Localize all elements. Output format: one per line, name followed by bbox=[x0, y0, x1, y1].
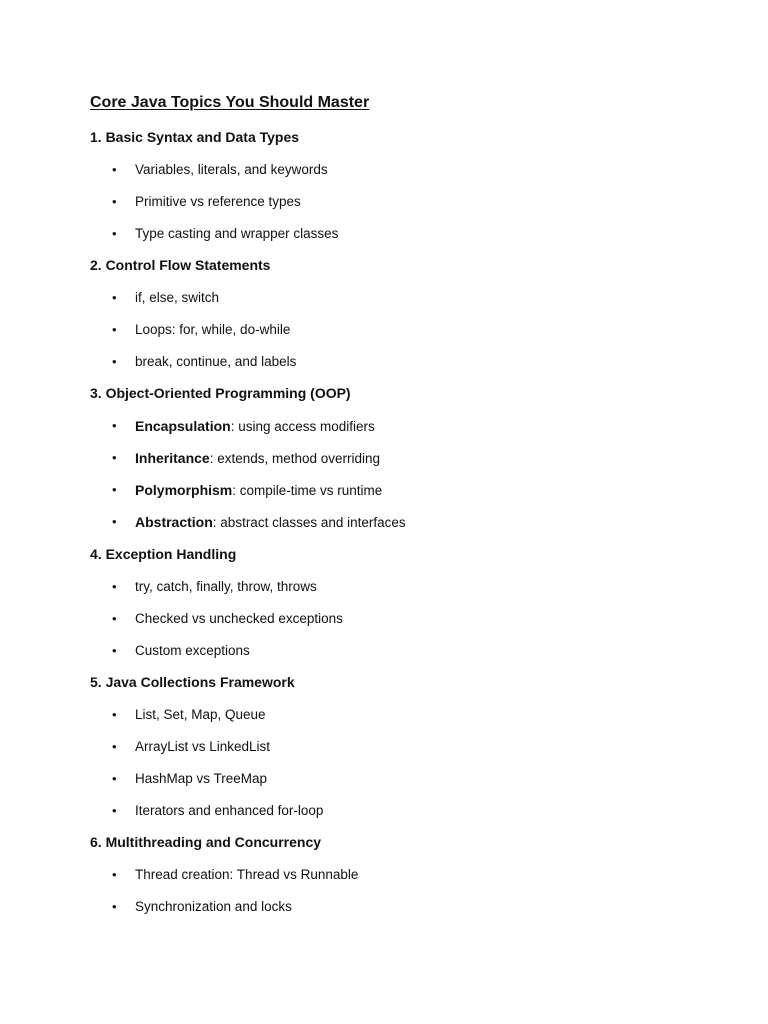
list-item-text: if, else, switch bbox=[135, 290, 220, 305]
section-heading-multithreading: 6. Multithreading and Concurrency bbox=[90, 834, 322, 850]
list-item-text: ArrayList vs LinkedList bbox=[135, 739, 271, 754]
list-item-content bbox=[135, 514, 406, 530]
list-item-text: : compile-time vs runtime bbox=[232, 483, 383, 498]
bullet-icon: • bbox=[112, 867, 117, 882]
section-heading-collections: 5. Java Collections Framework bbox=[90, 674, 295, 690]
section-heading-exception-handling: 4. Exception Handling bbox=[90, 546, 237, 562]
list-item-term: Polymorphism bbox=[135, 482, 233, 498]
list-item-term: Encapsulation bbox=[135, 418, 231, 434]
list-item-content bbox=[135, 482, 382, 498]
bullet-icon: • bbox=[112, 643, 117, 658]
list-item-text: Loops: for, while, do-while bbox=[135, 322, 291, 337]
list-item-text: Type casting and wrapper classes bbox=[135, 226, 339, 241]
bullet-icon: • bbox=[112, 322, 117, 337]
bullet-icon: • bbox=[112, 579, 117, 594]
bullet-icon: • bbox=[112, 707, 117, 722]
list-item-content bbox=[135, 418, 375, 434]
bullet-icon: • bbox=[112, 354, 117, 369]
list-item-text: List, Set, Map, Queue bbox=[135, 707, 266, 722]
list-item-text: Checked vs unchecked exceptions bbox=[135, 611, 343, 626]
bullet-icon: • bbox=[112, 194, 117, 209]
bullet-icon: • bbox=[112, 418, 117, 433]
list-item-text: : using access modifiers bbox=[230, 419, 375, 434]
bullet-icon: • bbox=[112, 450, 117, 465]
bullet-icon: • bbox=[112, 482, 117, 497]
list-item-term: Inheritance bbox=[135, 450, 210, 466]
bullet-icon: • bbox=[112, 803, 117, 818]
section-heading-basic-syntax: 1. Basic Syntax and Data Types bbox=[90, 129, 300, 145]
list-item-term: Abstraction bbox=[135, 514, 213, 530]
list-item-text: Custom exceptions bbox=[135, 643, 250, 658]
bullet-icon: • bbox=[112, 739, 117, 754]
list-item-text: : abstract classes and interfaces bbox=[212, 515, 406, 530]
bullet-icon: • bbox=[112, 290, 117, 305]
list-item-text: Primitive vs reference types bbox=[135, 194, 301, 209]
list-item-text: try, catch, finally, throw, throws bbox=[135, 579, 317, 594]
list-item-text: Iterators and enhanced for-loop bbox=[135, 803, 324, 818]
list-item-content bbox=[135, 450, 380, 466]
bullet-icon: • bbox=[112, 611, 117, 626]
bullet-icon: • bbox=[112, 162, 117, 177]
list-item-text: Variables, literals, and keywords bbox=[135, 162, 328, 177]
bullet-icon: • bbox=[112, 899, 117, 914]
document-title: Core Java Topics You Should Master bbox=[90, 94, 370, 111]
list-item-text: : extends, method overriding bbox=[209, 451, 381, 466]
list-item-text: Thread creation: Thread vs Runnable bbox=[135, 867, 359, 882]
section-heading-control-flow: 2. Control Flow Statements bbox=[90, 257, 271, 273]
bullet-icon: • bbox=[112, 514, 117, 529]
bullet-icon: • bbox=[112, 226, 117, 241]
list-item-text: Synchronization and locks bbox=[135, 899, 292, 914]
list-item-text: HashMap vs TreeMap bbox=[135, 771, 268, 786]
list-item-text: break, continue, and labels bbox=[135, 354, 297, 369]
bullet-icon: • bbox=[112, 771, 117, 786]
section-heading-oop: 3. Object-Oriented Programming (OOP) bbox=[90, 385, 351, 401]
